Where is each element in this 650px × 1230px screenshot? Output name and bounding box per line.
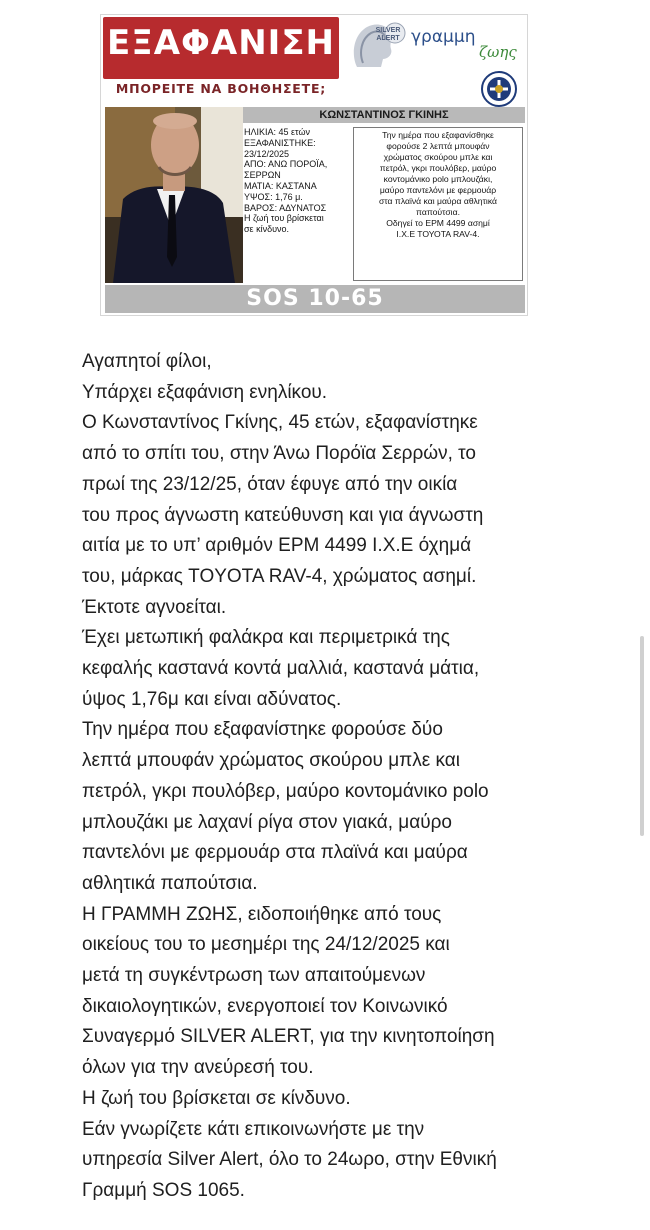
detail-line: Η ζωή του βρίσκεται [244,213,324,224]
detail-line: ΒΑΡΟΣ: ΑΔΥΝΑΤΟΣ [244,202,327,213]
detail-line: στα πλαϊνά και μαύρα αθλητικά [378,196,497,206]
detail-line: χρώματος σκούρου μπλε και [383,152,493,162]
article-line: παντελόνι με φερμουάρ στα πλαϊνά και μαύρα [82,842,468,864]
detail-line: σε κίνδυνο. [244,224,290,235]
person-photo [105,107,243,283]
article-line: ύψος 1,76μ και είναι αδύνατος. [82,688,342,710]
article-line: πρωί της 23/12/25, όταν έφυγε από την οικία [82,473,458,495]
police-emblem-icon [481,71,517,107]
detail-line: ΥΨΟΣ: 1,76 μ. [244,191,303,202]
gramm-zois-logo-text: γραμμη [411,27,476,47]
detail-line: Οδηγεί το ΕΡΜ 4499 ασημί [386,218,490,228]
detail-line: ΑΠΟ: ΑΝΩ ΠΟΡΟΪΑ, [244,159,328,170]
article-line: κεφαλής καστανά κοντά μαλλιά, καστανά μάτια, [82,658,480,680]
article-line: Την ημέρα που εξαφανίστηκε φορούσε δύο [82,719,443,741]
article-line: όλων για την ανεύρεσή του. [82,1057,314,1079]
scrollbar[interactable] [640,636,644,836]
article-line: αθλητικά παπούτσια. [82,872,258,894]
detail-line: μαύρο παντελόνι με φερμουάρ [379,185,497,195]
article-line: μετά τη συγκέντρωση των απαιτούμενων [82,965,426,987]
person-name: ΚΩΝΣΤΑΝΤΙΝΟΣ ΓΚΙΝΗΣ [243,107,525,123]
poster-subtitle: ΜΠΟΡΕΙΤΕ ΝΑ ΒΟΗΘΗΣΕΤΕ; [115,81,327,96]
article-line: Ο Κωνσταντίνος Γκίνης, 45 ετών, εξαφανίστηκε [82,412,478,434]
gramm-zois-logo-script: ζωης [479,43,517,61]
article-line: Έκτοτε αγνοείται. [82,596,227,618]
silver-alert-logo-text: SILVER ALERT [375,27,401,42]
article-body [82,347,552,1207]
article-line: οικείους του το μεσημέρι της 24/12/2025 και [82,934,450,956]
article-line: Υπάρχει εξαφάνιση ενηλίκου. [82,381,328,403]
article-line: δικαιολογητικών, ενεργοποιεί τον Κοινωνικό [82,995,448,1017]
article-line: Έχει μετωπική φαλάκρα και περιμετρικά της [82,627,450,649]
clothing-vehicle-details [353,127,523,281]
detail-line: Την ημέρα που εξαφανίσθηκε [382,130,494,140]
article-line: Συναγερμό SILVER ALERT, για την κινητοποίηση [82,1026,495,1048]
detail-line: κοντομάνικο polo μπλουζάκι, [383,174,493,184]
detail-line: φορούσε 2 λεπτά μπουφάν [386,141,490,151]
detail-line: Ι.Χ.Ε ΤΟΥΟΤΑ RAV-4. [396,229,480,239]
sos-hotline-banner: SOS 10-65 [105,285,525,313]
article-line: υπηρεσία Silver Alert, όλο το 24ωρο, στην Εθνική [82,1149,497,1171]
article-line: του προς άγνωστη κατεύθυνση και για άγνωστη [82,504,484,526]
article-line: του, μάρκας TOYOTA RAV-4, χρώματος ασημί. [82,565,477,587]
article-line: Αγαπητοί φίλοι, [82,351,212,372]
detail-line: πετρόλ, γκρι πουλόβερ, μαύρο [379,163,497,173]
person-details [244,127,352,283]
detail-line: ΣΕΡΡΩΝ [244,170,281,181]
detail-line: παπούτσια. [416,207,460,217]
article-line: Η ΓΡΑΜΜΗ ΖΩΗΣ, ειδοποιήθηκε από τους [82,903,442,925]
detail-line: ΕΞΑΦΑΝΙΣΤΗΚΕ: [244,137,316,148]
missing-person-poster [100,14,528,316]
poster-title-box [103,17,339,79]
article-line: Γραμμή SOS 1065. [82,1179,245,1201]
article-line: μπλουζάκι με λαχανί ρίγα στον γιακά, μαύρο [82,811,452,833]
article-line: λεπτά μπουφάν χρώματος σκούρου μπλε και [82,750,460,772]
article-line: πετρόλ, γκρι πουλόβερ, μαύρο κοντομάνικο polo [82,780,489,802]
detail-line: ΜΑΤΙΑ: ΚΑΣΤΑΝΑ [244,180,317,191]
article-line: από το σπίτι του, στην Άνω Πορόϊα Σερρών, το [82,443,476,465]
poster-title: ΕΞΑΦΑΝΙΣΗ [106,23,336,63]
article-line: Η ζωή του βρίσκεται σε κίνδυνο. [82,1087,351,1109]
article-line: Εάν γνωρίζετε κάτι επικοινωνήστε με την [82,1118,425,1140]
article-line: αιτία με το υπ’ αριθμόν ΕΡΜ 4499 Ι.Χ.Ε όχημά [82,535,472,557]
detail-line: 23/12/2025 [244,148,290,159]
detail-line: ΗΛΙΚΙΑ: 45 ετών [244,127,310,137]
